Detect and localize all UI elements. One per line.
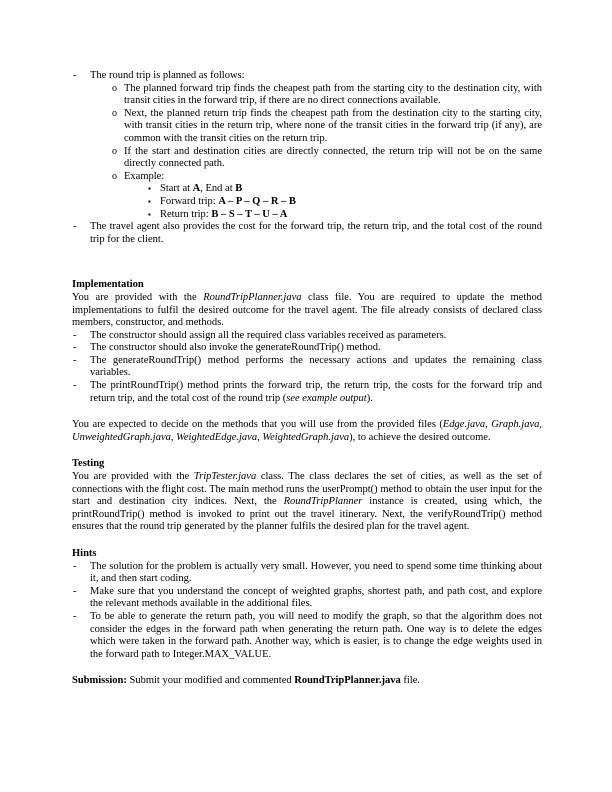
example-item: ▪ Forward trip: A – P – Q – R – B bbox=[148, 195, 296, 207]
implementation-paragraph-2: You are expected to decide on the methods that you will use from the provided files (Edge.java, Graph.java, UnweightedGraph.java, WeightedEdge.java, WeightedGraph.java), to achieve the desired outcome. bbox=[72, 419, 542, 443]
implementation-paragraph: You are provided with the RoundTripPlanner.java class file. You are required to update the method implementations to fulfil the desired outcome for the travel agent. The file already consists of declared class members, constructor, and methods. bbox=[72, 291, 542, 329]
section-heading-hints: Hints bbox=[72, 548, 97, 559]
example-item: ▪ Start at A, End at B bbox=[148, 183, 243, 195]
sub-list-item: o Example: bbox=[112, 170, 165, 182]
testing-paragraph: You are provided with the TripTester.java class. The class declares the set of cities, as well as the set of connections with the flight cost. The main method runs the userPrompt() method to obtain the user input for the start and destination city indices. Next, the RoundTripPlanner instance is created, using which, the printRoundTrip() method is invoked to print out the travel itinerary. Next, the verifyRoundTrip() method ensures that the round trip generated by the planner fulfils the desired plan for the travel agent. bbox=[72, 471, 542, 533]
circle-bullet-icon: o bbox=[112, 145, 117, 157]
sub-list-item: o The planned forward trip finds the cheapest path from the starting city to the destination city, with transit cities in the forward trip, if there are no direct connections available. bbox=[112, 82, 542, 107]
submission-line: Submission: Submit your modified and commented RoundTripPlanner.java file. bbox=[72, 675, 420, 687]
sub-list-item: o If the start and destination cities are directly connected, the return trip will not be on the same directly connected path. bbox=[112, 145, 542, 170]
list-item: - The solution for the problem is actually very small. However, you need to spend some time thinking about it, and then start coding. bbox=[72, 561, 542, 586]
list-item: - The printRoundTrip() method prints the forward trip, the return trip, the costs for the forward trip and return trip, and the total cost of the round trip (see example output). bbox=[72, 380, 542, 405]
sub-list-item: o Next, the planned return trip finds the cheapest path from the destination city to the starting city, with transit cities in the return trip, where none of the transit cities in the forward trip (if any), are common with the transit cities on the return trip. bbox=[112, 107, 542, 144]
circle-bullet-icon: o bbox=[112, 82, 117, 94]
section-heading-implementation: Implementation bbox=[72, 279, 144, 291]
list-item: - The constructor should assign all the required class variables received as parameters. bbox=[72, 330, 542, 343]
list-item: - The travel agent also provides the cost for the forward trip, the return trip, and the total cost of the round trip for the client. bbox=[72, 221, 542, 246]
circle-bullet-icon: o bbox=[112, 107, 117, 119]
square-bullet-icon: ▪ bbox=[148, 196, 151, 206]
list-item: - To be able to generate the return path, you will need to modify the graph, so that the algorithm does not consider the edges in the forward path when generating the return path. One way is to delete the edges which were taken in the forward path. Another way, which is easier, is to change the edge weights used in the forward path to Integer.MAX_VALUE. bbox=[72, 611, 542, 661]
circle-bullet-icon: o bbox=[112, 170, 117, 182]
list-item: - The generateRoundTrip() method performs the necessary actions and updates the remaining class variables. bbox=[72, 355, 542, 380]
square-bullet-icon: ▪ bbox=[148, 184, 151, 194]
list-item: - Make sure that you understand the concept of weighted graphs, shortest path, and path cost, and explore the relevant methods available in the additional files. bbox=[72, 586, 542, 611]
document-page bbox=[72, 70, 542, 688]
square-bullet-icon: ▪ bbox=[148, 209, 151, 219]
list-item: - The round trip is planned as follows: bbox=[72, 70, 542, 83]
example-item: ▪ Return trip: B – S – T – U – A bbox=[148, 208, 288, 220]
list-item: - The constructor should also invoke the generateRoundTrip() method. bbox=[72, 342, 542, 355]
section-heading-testing: Testing bbox=[72, 458, 105, 470]
